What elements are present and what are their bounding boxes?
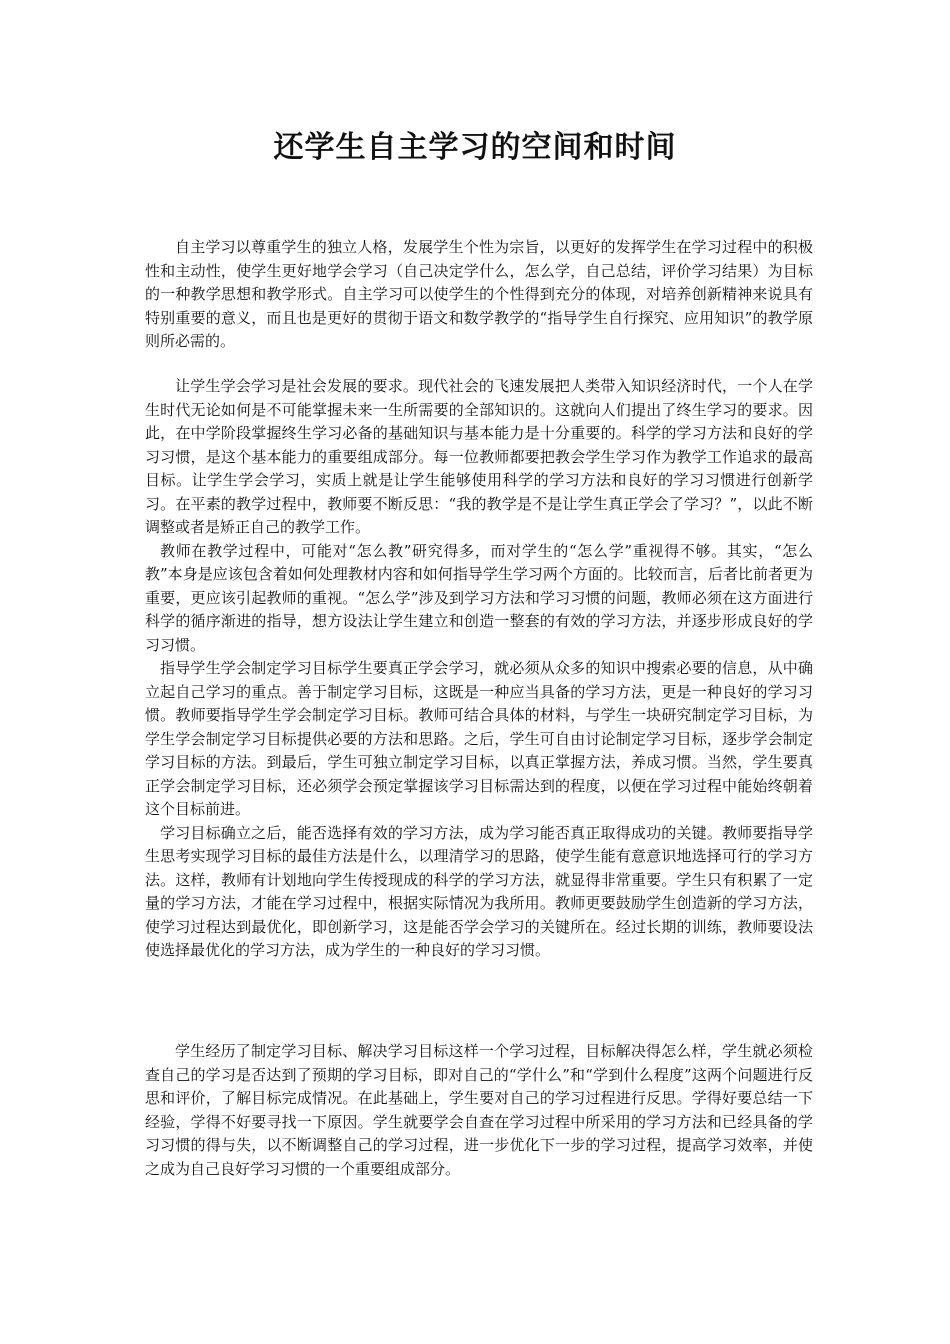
paragraph-6: 学生经历了制定学习目标、解决学习目标这样一个学习过程，目标解决得怎么样，学生就必须检查自己的学习是否达到了预期的学习目标，即对自己的“学什么”和“学到什么程度”这两个问题进行反思和评价，了解目标完成情况。在此基础上，学生要对自己的学习过程进行反思。学得好要总结一下经验，学得不好要寻找一下原因。学生就要学会自查在学习过程中所采用的学习方法和已经具备的学习习惯的得与失，以不断调整自己的学习过程，进一步优化下一步的学习过程，提高学习效率，并使之成为自己良好学习习惯的一个重要组成部分。: [145, 1042, 813, 1178]
paragraph-1: 自主学习以尊重学生的独立人格，发展学生个性为宗旨，以更好的发挥学生在学习过程中的积极性和主动性，使学生更好地学会学习（自己决定学什么，怎么学，自己总结，评价学习结果）为目标的一种教学思想和教学形式。自主学习可以使学生的个性得到充分的体现，对培养创新精神来说具有特别重要的意义，而且也是更好的贯彻于语文和数学教学的“指导学生自行探究、应用知识”的教学原则所必需的。: [145, 238, 813, 350]
paragraph-5: 学习目标确立之后，能否选择有效的学习方法，成为学习能否真正取得成功的关键。教师要指导学生思考实现学习目标的最佳方法是什么，以理清学习的思路，使学生能有意意识地选择可行的学习方法。这样，教师有计划地向学生传授现成的科学的学习方法，就显得非常重要。学生只有积累了一定量的学习方法，才能在学习过程中，根据实际情况为我所用。教师更要鼓励学生创造新的学习方法，使学习过程达到最优化，即创新学习，这是能否学会学习的关键所在。经过长期的训练，教师要设法使选择最优化的学习方法，成为学生的一种良好的学习习惯。: [145, 823, 813, 959]
paragraph-group-2: [145, 375, 813, 963]
page-title: 还学生自主学习的空间和时间: [273, 130, 677, 165]
paragraph-2: 让学生学会学习是社会发展的要求。现代社会的飞速发展把人类带入知识经济时代，一个人在学生时代无论如何是不可能掌握未来一生所需要的全部知识的。这就向人们提出了终生学习的要求。因此，在中学阶段掌握终生学习必备的基础知识与基本能力是十分重要的。科学的学习方法和良好的学习习惯，是这个基本能力的重要组成部分。每一位教师都要把教会学生学习作为教学工作追求的最高目标。让学生学会学习，实质上就是让学生能够使用科学的学习方法和良好的学习习惯进行创新学习。在平素的教学过程中，教师要不断反思：“我的教学是不是让学生真正学会了学习？”，以此不断调整或者是矫正自己的教学工作。: [145, 377, 813, 536]
paragraph-4: 指导学生学会制定学习目标学生要真正学会学习，就必须从众多的知识中搜索必要的信息，从中确立起自己学习的重点。善于制定学习目标，这既是一种应当具备的学习方法，更是一种良好的学习习惯。教师要指导学生学会制定学习目标。教师可结合具体的材料，与学生一块研究制定学习目标，为学生学会制定学习目标提供必要的方法和思路。之后，学生可自由讨论制定学习目标，逐步学会制定学习目标的方法。到最后，学生可独立制定学习目标，以真正掌握方法，养成习惯。当然，学生要真正学会制定学习目标，还必须学会预定掌握该学习目标需达到的程度，以便在学习过程中能始终朝着这个目标前进。: [145, 659, 813, 818]
paragraph-3: 教师在教学过程中，可能对“怎么教”研究得多，而对学生的“怎么学”重视得不够。其实，“怎么教”本身是应该包含着如何处理教材内容和如何指导学生学习两个方面的。比较而言，后者比前者更为重要，更应该引起教师的重视。“怎么学”涉及到学习方法和学习习惯的问题，教师必须在这方面进行科学的循序渐进的指导，想方设法让学生建立和创造一整套的有效的学习方法，并逐步形成良好的学习习惯。: [145, 541, 813, 654]
